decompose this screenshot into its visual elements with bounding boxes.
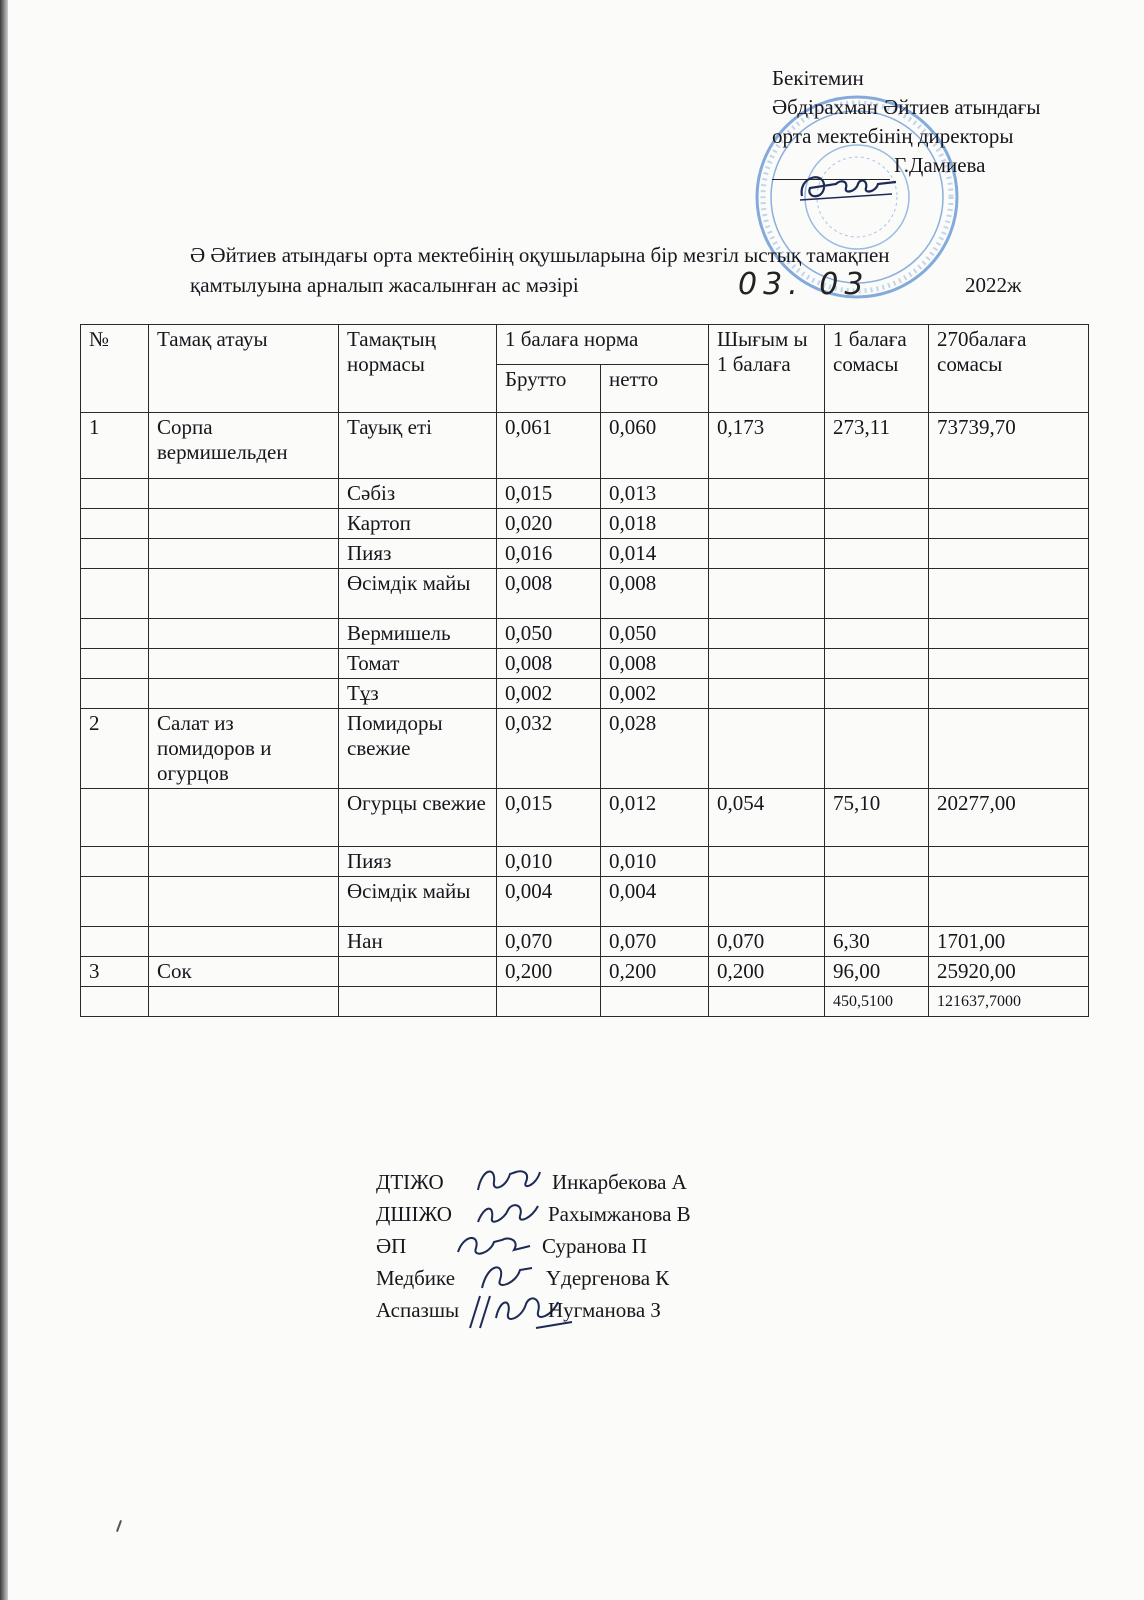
cell-cost-all bbox=[929, 479, 1089, 509]
header-dish: Тамақ атауы bbox=[149, 325, 339, 413]
approval-line-2: Әбдірахман Әйтиев атындағы bbox=[772, 95, 1041, 119]
cell-cost-all bbox=[929, 569, 1089, 619]
cell-output bbox=[709, 877, 825, 927]
table-row bbox=[81, 957, 1089, 987]
cell-output bbox=[709, 649, 825, 679]
cell-brutto: 0,002 bbox=[497, 679, 601, 709]
cell-brutto: 0,032 bbox=[497, 709, 601, 789]
cell-item: Өсімдік майы bbox=[339, 569, 497, 619]
cell-cost-all bbox=[929, 709, 1089, 789]
cell-num bbox=[81, 649, 149, 679]
scan-edge bbox=[0, 0, 8, 1600]
cell-cost-all bbox=[929, 679, 1089, 709]
cell-cost-one bbox=[825, 649, 929, 679]
signer-role: ДТІЖО bbox=[376, 1170, 444, 1194]
table-row bbox=[81, 877, 1089, 927]
cell-output bbox=[709, 709, 825, 789]
header-cost-all: 270балаға сомасы bbox=[929, 325, 1089, 413]
table-row bbox=[81, 789, 1089, 847]
cell-cost-one bbox=[825, 509, 929, 539]
total-cost-all: 121637,7000 bbox=[929, 987, 1089, 1017]
cell-num bbox=[81, 877, 149, 927]
signer-role: Аспазшы bbox=[376, 1298, 460, 1322]
table-row bbox=[81, 539, 1089, 569]
cell-output: 0,200 bbox=[709, 957, 825, 987]
cell-dish bbox=[149, 927, 339, 957]
signature-2 bbox=[474, 1196, 544, 1230]
approval-line-1: Бекітемин bbox=[772, 66, 864, 90]
cell-num bbox=[81, 789, 149, 847]
signer-name: Инкарбекова А bbox=[552, 1170, 687, 1194]
table-row bbox=[81, 619, 1089, 649]
cell-netto: 0,008 bbox=[601, 649, 709, 679]
cell-netto: 0,008 bbox=[601, 569, 709, 619]
signer-role: ӘП bbox=[376, 1234, 407, 1258]
header-per-child: 1 балаға норма bbox=[497, 325, 709, 365]
cell-brutto: 0,015 bbox=[497, 789, 601, 847]
cell-item: Сәбіз bbox=[339, 479, 497, 509]
cell-num: 3 bbox=[81, 957, 149, 987]
cell-cost-all: 20277,00 bbox=[929, 789, 1089, 847]
cell-item: Тауық еті bbox=[339, 413, 497, 479]
cell-output bbox=[709, 479, 825, 509]
cell-brutto: 0,200 bbox=[497, 957, 601, 987]
cell-cost-one bbox=[825, 619, 929, 649]
cell-num bbox=[81, 509, 149, 539]
cell-netto: 0,018 bbox=[601, 509, 709, 539]
cell-brutto: 0,070 bbox=[497, 927, 601, 957]
header-brutto: Брутто bbox=[497, 365, 601, 413]
cell-num: 2 bbox=[81, 709, 149, 789]
cell-cost-one: 6,30 bbox=[825, 927, 929, 957]
cell-output bbox=[709, 679, 825, 709]
cell-netto: 0,004 bbox=[601, 877, 709, 927]
totals-row bbox=[81, 987, 1089, 1017]
signature-3 bbox=[454, 1228, 534, 1262]
cell-cost-one bbox=[825, 479, 929, 509]
cell-cost-all: 73739,70 bbox=[929, 413, 1089, 479]
header-output: Шығым ы 1 балаға bbox=[709, 325, 825, 413]
cell-num bbox=[81, 847, 149, 877]
cell-dish bbox=[149, 569, 339, 619]
cell-netto: 0,028 bbox=[601, 709, 709, 789]
cell-item: Өсімдік майы bbox=[339, 877, 497, 927]
cell-dish: Сорпа вермишельден bbox=[149, 413, 339, 479]
cell-dish bbox=[149, 509, 339, 539]
cell-num bbox=[81, 619, 149, 649]
table-row bbox=[81, 509, 1089, 539]
cell-brutto: 0,020 bbox=[497, 509, 601, 539]
signer-name: Үдергенова К bbox=[546, 1266, 670, 1290]
table-row bbox=[81, 927, 1089, 957]
cell-cost-one bbox=[825, 847, 929, 877]
cell-num bbox=[81, 927, 149, 957]
header-netto: нетто bbox=[601, 365, 709, 413]
signer-name: Суранова П bbox=[542, 1234, 647, 1258]
cell-item bbox=[339, 957, 497, 987]
cell-netto: 0,014 bbox=[601, 539, 709, 569]
menu-table bbox=[80, 324, 1089, 1017]
cell-dish: Салат из помидоров и огурцов bbox=[149, 709, 339, 789]
cell-item: Помидоры свежие bbox=[339, 709, 497, 789]
cell-brutto: 0,016 bbox=[497, 539, 601, 569]
table-row bbox=[81, 479, 1089, 509]
cell-dish bbox=[149, 649, 339, 679]
cell-cost-one: 273,11 bbox=[825, 413, 929, 479]
cell-cost-one: 96,00 bbox=[825, 957, 929, 987]
cell-cost-one bbox=[825, 877, 929, 927]
cell-num bbox=[81, 569, 149, 619]
cell-dish bbox=[149, 679, 339, 709]
cell-item: Пияз bbox=[339, 847, 497, 877]
cell-cost-one bbox=[825, 679, 929, 709]
cell-cost-all bbox=[929, 619, 1089, 649]
cell-item: Пияз bbox=[339, 539, 497, 569]
director-name: Г.Дамиева bbox=[894, 153, 986, 177]
cell-dish: Сок bbox=[149, 957, 339, 987]
signature-1 bbox=[472, 1162, 544, 1198]
cell-cost-all: 1701,00 bbox=[929, 927, 1089, 957]
cell-netto: 0,013 bbox=[601, 479, 709, 509]
header-norm: Тамақтың нормасы bbox=[339, 325, 497, 413]
cell-netto: 0,200 bbox=[601, 957, 709, 987]
cell-cost-all bbox=[929, 509, 1089, 539]
table-row bbox=[81, 709, 1089, 789]
cell-netto: 0,002 bbox=[601, 679, 709, 709]
total-cost-one: 450,5100 bbox=[825, 987, 929, 1017]
title-line-1: Ә Әйтиев атындағы орта мектебінің оқушыларына бір мезгіл ыстық тамақпен bbox=[190, 243, 890, 267]
cell-output: 0,054 bbox=[709, 789, 825, 847]
cell-cost-one bbox=[825, 569, 929, 619]
cell-netto: 0,010 bbox=[601, 847, 709, 877]
signer-name: Нугманова З bbox=[548, 1298, 661, 1322]
cell-cost-all bbox=[929, 649, 1089, 679]
cell-item: Огурцы свежие bbox=[339, 789, 497, 847]
cell-brutto: 0,008 bbox=[497, 569, 601, 619]
table-row bbox=[81, 847, 1089, 877]
table-row bbox=[81, 649, 1089, 679]
cell-num bbox=[81, 479, 149, 509]
cell-output bbox=[709, 509, 825, 539]
director-signature bbox=[796, 166, 906, 206]
approval-line-3: орта мектебінің директоры bbox=[772, 124, 1014, 148]
cell-netto: 0,050 bbox=[601, 619, 709, 649]
cell-netto: 0,012 bbox=[601, 789, 709, 847]
cell-dish bbox=[149, 619, 339, 649]
cell-dish bbox=[149, 539, 339, 569]
cell-netto: 0,070 bbox=[601, 927, 709, 957]
cell-cost-all: 25920,00 bbox=[929, 957, 1089, 987]
cell-dish bbox=[149, 789, 339, 847]
cell-output bbox=[709, 569, 825, 619]
cell-output bbox=[709, 539, 825, 569]
cell-cost-all bbox=[929, 877, 1089, 927]
cell-brutto: 0,015 bbox=[497, 479, 601, 509]
cell-brutto: 0,008 bbox=[497, 649, 601, 679]
cell-num bbox=[81, 679, 149, 709]
signer-role: Медбике bbox=[376, 1266, 456, 1290]
title-line-2: қамтылуына арналып жасалынған ас мәзірі bbox=[190, 273, 579, 297]
cell-netto: 0,060 bbox=[601, 413, 709, 479]
header-num: № bbox=[81, 325, 149, 413]
cell-item: Вермишель bbox=[339, 619, 497, 649]
cell-num: 1 bbox=[81, 413, 149, 479]
cell-cost-all bbox=[929, 847, 1089, 877]
cell-dish bbox=[149, 847, 339, 877]
cell-brutto: 0,004 bbox=[497, 877, 601, 927]
handwritten-date: 03. 03 bbox=[738, 267, 870, 302]
cell-output bbox=[709, 619, 825, 649]
menu-table-body bbox=[81, 413, 1089, 987]
cell-cost-one bbox=[825, 539, 929, 569]
cell-brutto: 0,010 bbox=[497, 847, 601, 877]
cell-output bbox=[709, 847, 825, 877]
header-cost-one: 1 балаға сомасы bbox=[825, 325, 929, 413]
table-row bbox=[81, 569, 1089, 619]
table-row bbox=[81, 679, 1089, 709]
cell-item: Картоп bbox=[339, 509, 497, 539]
cell-brutto: 0,050 bbox=[497, 619, 601, 649]
cell-item: Томат bbox=[339, 649, 497, 679]
cell-dish bbox=[149, 877, 339, 927]
cell-brutto: 0,061 bbox=[497, 413, 601, 479]
cell-output: 0,070 bbox=[709, 927, 825, 957]
cell-cost-all bbox=[929, 539, 1089, 569]
cell-item: Нан bbox=[339, 927, 497, 957]
table-row bbox=[81, 413, 1089, 479]
year-label: 2022ж bbox=[965, 273, 1022, 297]
signer-role: ДШІЖО bbox=[376, 1202, 452, 1226]
cell-dish bbox=[149, 479, 339, 509]
cell-cost-one bbox=[825, 709, 929, 789]
approval-block bbox=[772, 64, 1132, 180]
scan-mark bbox=[116, 1520, 122, 1532]
signer-name: Рахымжанова В bbox=[548, 1202, 691, 1226]
cell-num bbox=[81, 539, 149, 569]
cell-item: Тұз bbox=[339, 679, 497, 709]
document-title bbox=[190, 240, 1090, 300]
cell-cost-one: 75,10 bbox=[825, 789, 929, 847]
cell-output: 0,173 bbox=[709, 413, 825, 479]
